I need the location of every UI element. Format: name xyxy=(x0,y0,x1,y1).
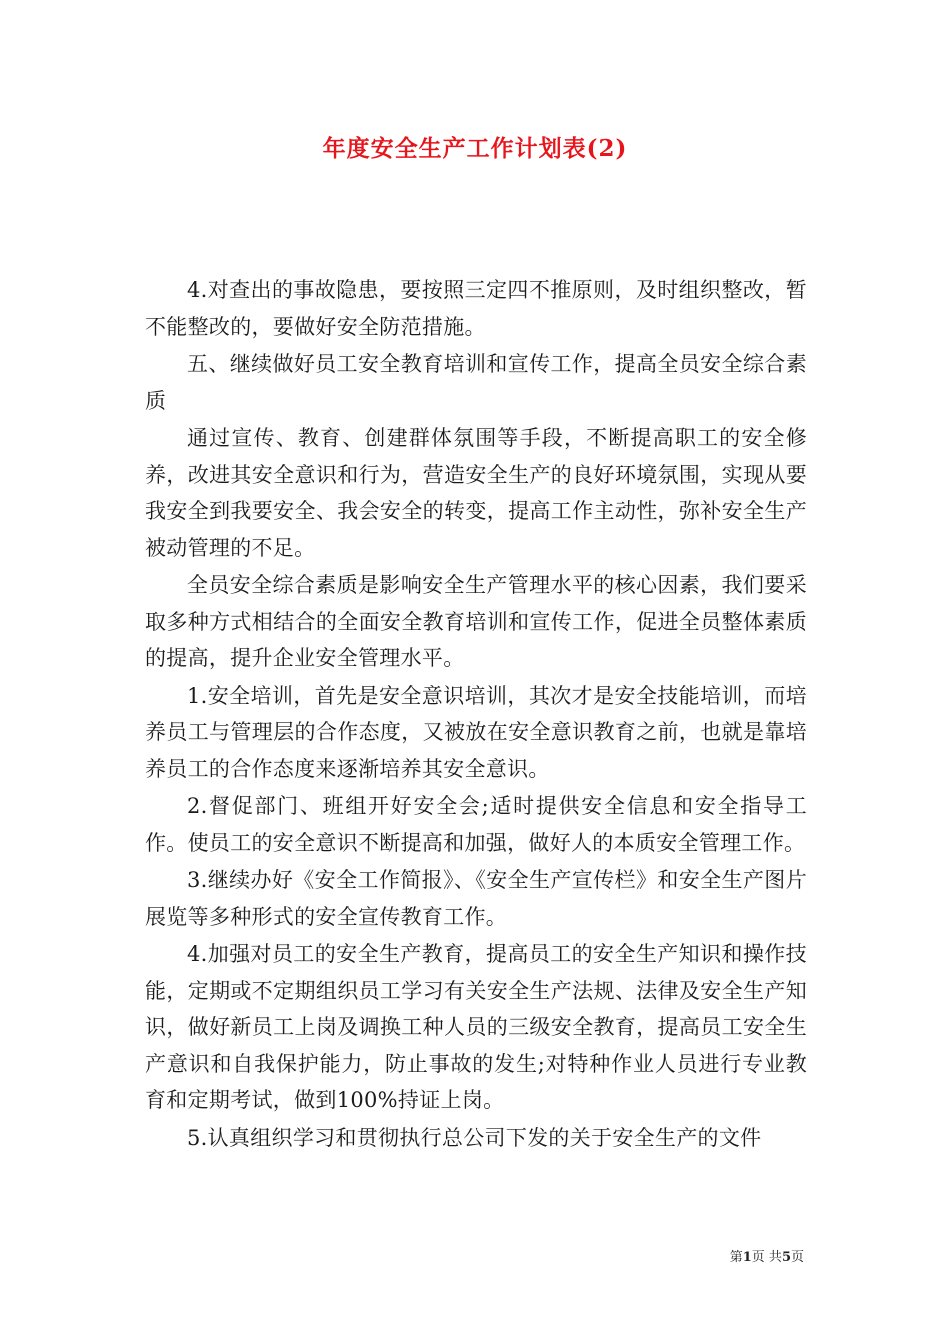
paragraph: 1.安全培训，首先是安全意识培训，其次才是安全技能培训，而培养员工与管理层的合作态度，又被放在安全意识教育之前，也就是靠培养员工的合作态度来逐渐培养其安全意识。 xyxy=(145,683,807,781)
paragraph: 4.加强对员工的安全生产教育，提高员工的安全生产知识和操作技能，定期或不定期组织员工学习有关安全生产法规、法律及安全生产知识，做好新员工上岗及调换工种人员的三级安全教育，提高员工安全生产意识和自我保护能力，防止事故的发生;对特种作业人员进行专业教育和定期考试，做到100%持证上岗。 xyxy=(145,942,807,1112)
document-title: 年度安全生产工作计划表(2) xyxy=(322,135,628,162)
paragraph: 2.督促部门、班组开好安全会;适时提供安全信息和安全指导工作。使员工的安全意识不断提高和加强，做好人的本质安全管理工作。 xyxy=(145,794,807,855)
paragraph: 全员安全综合素质是影响安全生产管理水平的核心因素，我们要采取多种方式相结合的全面安全教育培训和宣传工作，促进全员整体素质的提高，提升企业安全管理水平。 xyxy=(145,573,807,670)
page-number-footer xyxy=(730,1246,804,1265)
document-body xyxy=(145,272,807,1156)
footer-prefix: 第 xyxy=(729,1250,743,1265)
footer-suffix: 页 xyxy=(790,1250,804,1265)
section-heading: 五、继续做好员工安全教育培训和宣传工作，提高全员安全综合素质 xyxy=(145,352,807,413)
total-page-number: 5 xyxy=(781,1250,791,1265)
current-page-number: 1 xyxy=(742,1250,752,1265)
paragraph: 通过宣传、教育、创建群体氛围等手段，不断提高职工的安全修养，改进其安全意识和行为，营造安全生产的良好环境氛围，实现从要我安全到我要安全、我会安全的转变，提高工作主动性，弥补安全生产被动管理的不足。 xyxy=(145,426,807,560)
paragraph: 5.认真组织学习和贯彻执行总公司下发的关于安全生产的文件 xyxy=(187,1125,762,1150)
paragraph: 4.对查出的事故隐患，要按照三定四不推原则，及时组织整改，暂不能整改的，要做好安全防范措施。 xyxy=(145,278,807,339)
paragraph: 3.继续办好《安全工作简报》、《安全生产宣传栏》和安全生产图片展览等多种形式的安全宣传教育工作。 xyxy=(145,868,807,929)
footer-middle: 页 共 xyxy=(751,1250,782,1265)
